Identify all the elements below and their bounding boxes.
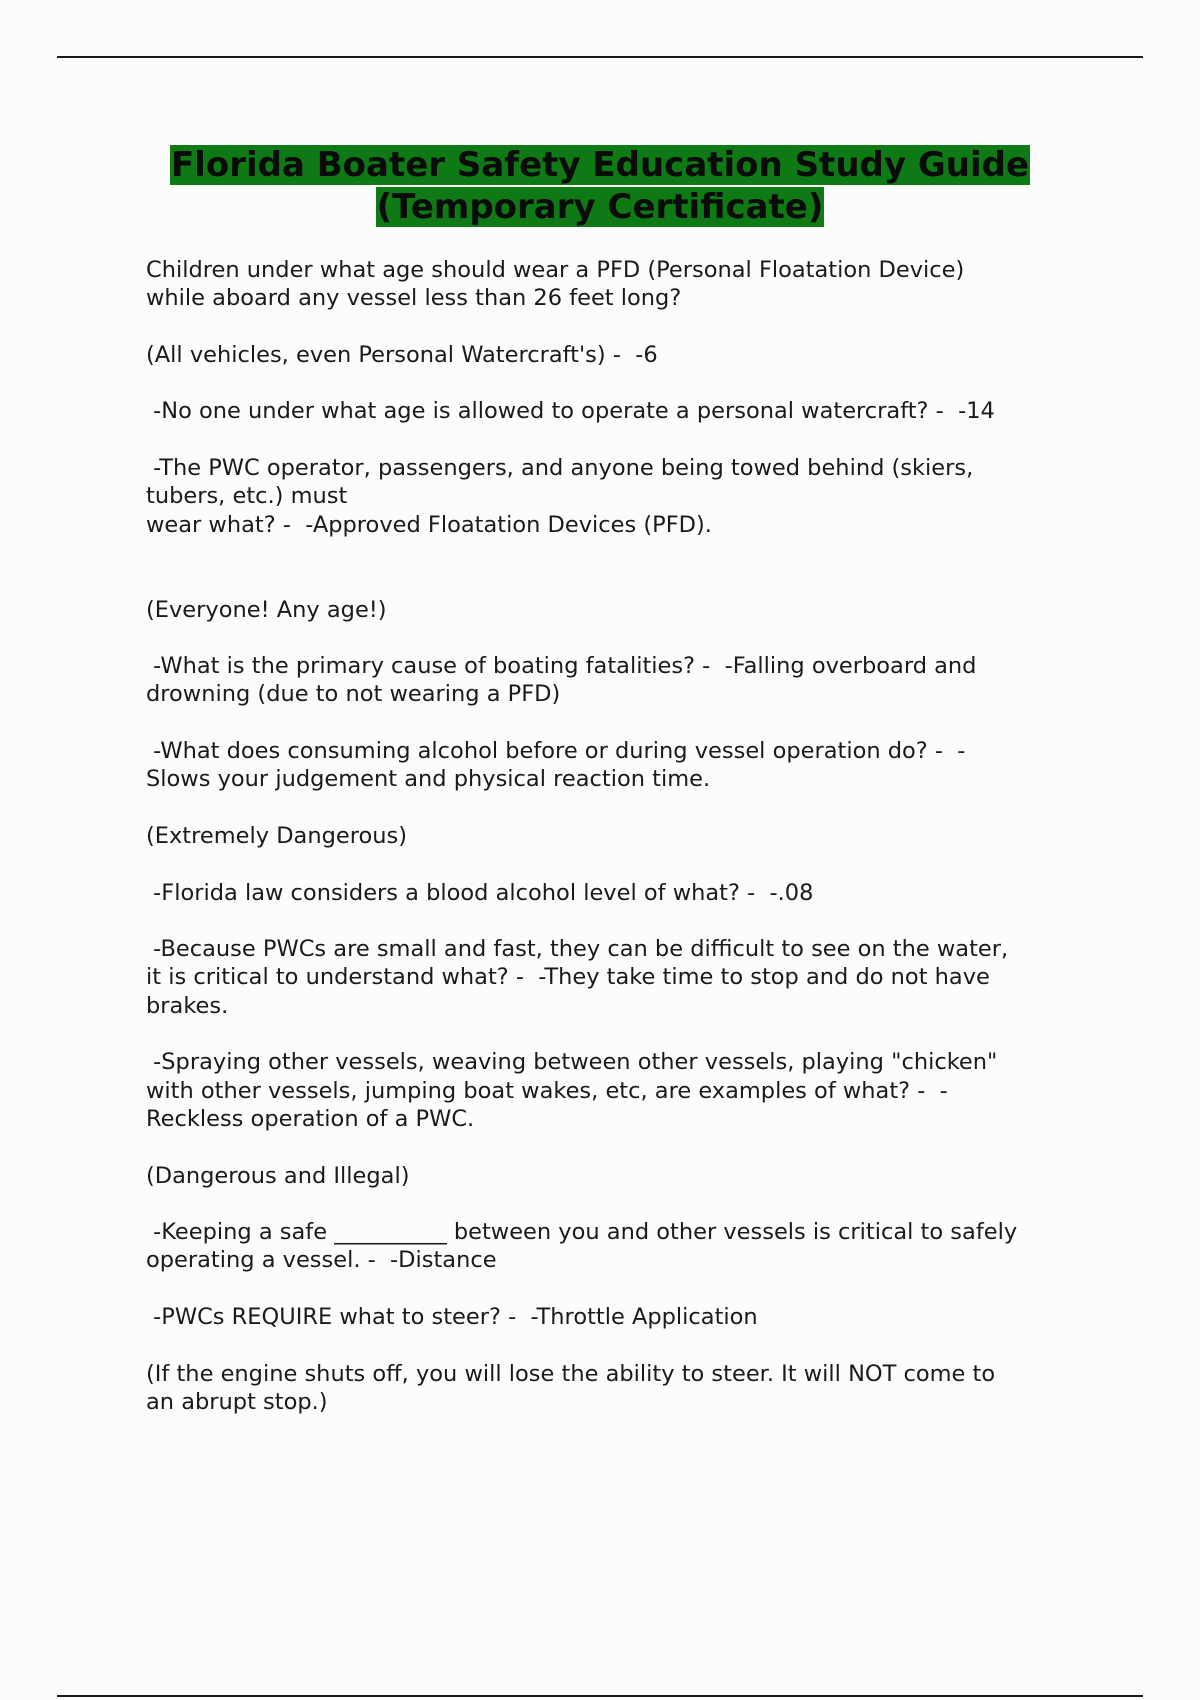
study-guide-body xyxy=(146,256,1091,1444)
paragraph-5: (Everyone! Any age!) xyxy=(146,596,387,623)
paragraph-8: (Extremely Dangerous) xyxy=(146,822,407,849)
paragraph-10: -Because PWCs are small and fast, they can be difficult to see on the water, it is critical to understand what? - -They take time to stop and do not have brakes. xyxy=(146,936,1009,1019)
page-title xyxy=(100,144,1100,228)
paragraph-12: (Dangerous and Illegal) xyxy=(146,1162,410,1189)
paragraph-6: -What is the primary cause of boating fatalities? - -Falling overboard and drowning (due to not wearing a PFD) xyxy=(146,653,977,708)
paragraph-3: -No one under what age is allowed to operate a personal watercraft? - -14 xyxy=(146,398,995,425)
paragraph-14: -PWCs REQUIRE what to steer? - -Throttle Application xyxy=(146,1303,758,1330)
paragraph-9: -Florida law considers a blood alcohol level of what? - -.08 xyxy=(146,879,814,906)
paragraph-15: (If the engine shuts off, you will lose the ability to steer. It will NOT come to an abrupt stop.) xyxy=(146,1360,996,1415)
top-rule xyxy=(57,56,1143,58)
paragraph-7: -What does consuming alcohol before or during vessel operation do? - - Slows your judgement and physical reaction time. xyxy=(146,738,966,793)
paragraph-13: -Keeping a safe __________ between you and other vessels is critical to safely operating a vessel. - -Distance xyxy=(146,1219,1018,1274)
title-line-1: Florida Boater Safety Education Study Guide xyxy=(170,145,1030,185)
paragraph-1: Children under what age should wear a PFD (Personal Floatation Device) while aboard any vessel less than 26 feet long? xyxy=(146,257,965,312)
paragraph-2: (All vehicles, even Personal Watercraft's) - -6 xyxy=(146,341,658,368)
title-line-2: (Temporary Certificate) xyxy=(376,187,824,227)
paragraph-11: -Spraying other vessels, weaving between other vessels, playing "chicken" with other vessels, jumping boat wakes, etc, are examples of what? - - Reckless operation of a PWC. xyxy=(146,1049,998,1132)
bottom-rule xyxy=(57,1695,1143,1697)
paragraph-4: -The PWC operator, passengers, and anyone being towed behind (skiers, tubers, etc.) must wear what? - -Approved Floatation Devices (PFD). xyxy=(146,455,974,538)
